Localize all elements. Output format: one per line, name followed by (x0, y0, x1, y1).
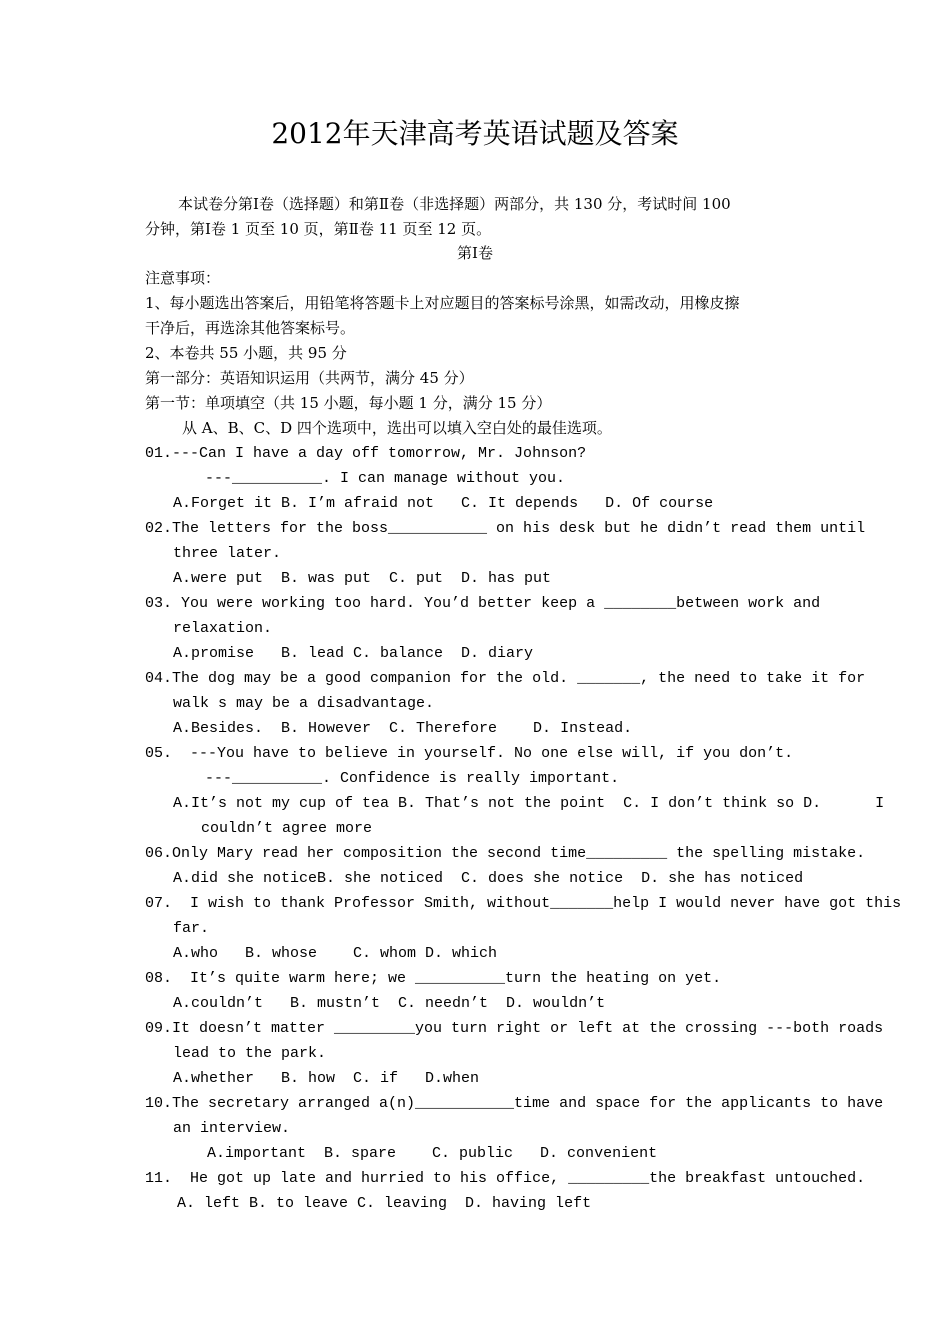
text-line: three later. (173, 545, 282, 562)
text-line: 第一节：单项填空（共 15 小题，每小题 1 分，满分 15 分） (145, 394, 552, 412)
text-line: 10.The secretary arranged a(n)___________time and space for the applicants to have (145, 1095, 884, 1112)
text-line: 第Ⅰ卷 (457, 244, 493, 262)
page-title: 2012年天津高考英语试题及答案 (271, 117, 679, 150)
text-line: 第一部分：英语知识运用（共两节，满分 45 分） (145, 369, 474, 387)
text-line: 04.The dog may be a good companion for the old. _______, the need to take it for (145, 670, 866, 687)
text-line: far. (173, 920, 210, 937)
text-line: couldn’t agree more (201, 820, 373, 837)
text-line: 本试卷分第Ⅰ卷（选择题）和第Ⅱ卷（非选择题）两部分，共 130 分，考试时间 100 (178, 195, 731, 213)
text-line: ---__________. I can manage without you. (205, 470, 566, 487)
text-line: 07. I wish to thank Professor Smith, without_______help I would never have got this (145, 895, 902, 912)
text-line: A.important B. spare C. public D. convenient (207, 1145, 658, 1162)
text-line: lead to the park. (173, 1045, 327, 1062)
text-line: A. left B. to leave C. leaving D. having left (177, 1195, 592, 1212)
text-line: 干净后，再选涂其他答案标号。 (145, 319, 356, 337)
text-line: 02.The letters for the boss___________ on his desk but he didn’t read them until (145, 520, 866, 537)
text-line: A.promise B. lead C. balance D. diary (173, 645, 534, 662)
text-line: A.did she noticeB. she noticed C. does she notice D. she has noticed (173, 870, 804, 887)
text-line: 01.---Can I have a day off tomorrow, Mr. Johnson? (145, 445, 587, 462)
text-line: A.Besides. B. However C. Therefore D. Instead. (173, 720, 633, 737)
text-line: an interview. (173, 1120, 291, 1137)
text-line: 05. ---You have to believe in yourself. No one else will, if you don’t. (145, 745, 794, 762)
text-line: A.who B. whose C. whom D. which (173, 945, 498, 962)
text-line: 注意事项： (145, 269, 221, 287)
text-line: ---__________. Confidence is really important. (205, 770, 620, 787)
text-line: A.were put B. was put C. put D. has put (173, 570, 552, 587)
text-line: A.It’s not my cup of tea B. That’s not the point C. I don’t think so D. I (173, 795, 885, 812)
text-line: A.Forget it B. I’m afraid not C. It depends D. Of course (173, 495, 714, 512)
text-line: walk s may be a disadvantage. (173, 695, 435, 712)
text-line: 分钟，第Ⅰ卷 1 页至 10 页，第Ⅱ卷 11 页至 12 页。 (145, 220, 492, 238)
text-line: relaxation. (173, 620, 273, 637)
text-line: 2、本卷共 55 小题，共 95 分 (145, 344, 347, 362)
text-line: A.couldn’t B. mustn’t C. needn’t D. wouldn’t (173, 995, 606, 1012)
text-line: 09.It doesn’t matter _________you turn right or left at the crossing ---both roads (145, 1020, 884, 1037)
text-line: 06.Only Mary read her composition the second time_________ the spelling mistake. (145, 845, 866, 862)
text-line: A.whether B. how C. if D.when (173, 1070, 480, 1087)
text-line: 1、每小题选出答案后，用铅笔将答题卡上对应题目的答案标号涂黑，如需改动，用橡皮擦 (145, 294, 740, 312)
text-line: 从 A、B、C、D 四个选项中，选出可以填入空白处的最佳选项。 (182, 419, 612, 437)
text-line: 08. It’s quite warm here; we __________turn the heating on yet. (145, 970, 722, 987)
text-line: 03. You were working too hard. You’d better keep a ________between work and (145, 595, 821, 612)
text-line: 11. He got up late and hurried to his office, _________the breakfast untouched. (145, 1170, 866, 1187)
